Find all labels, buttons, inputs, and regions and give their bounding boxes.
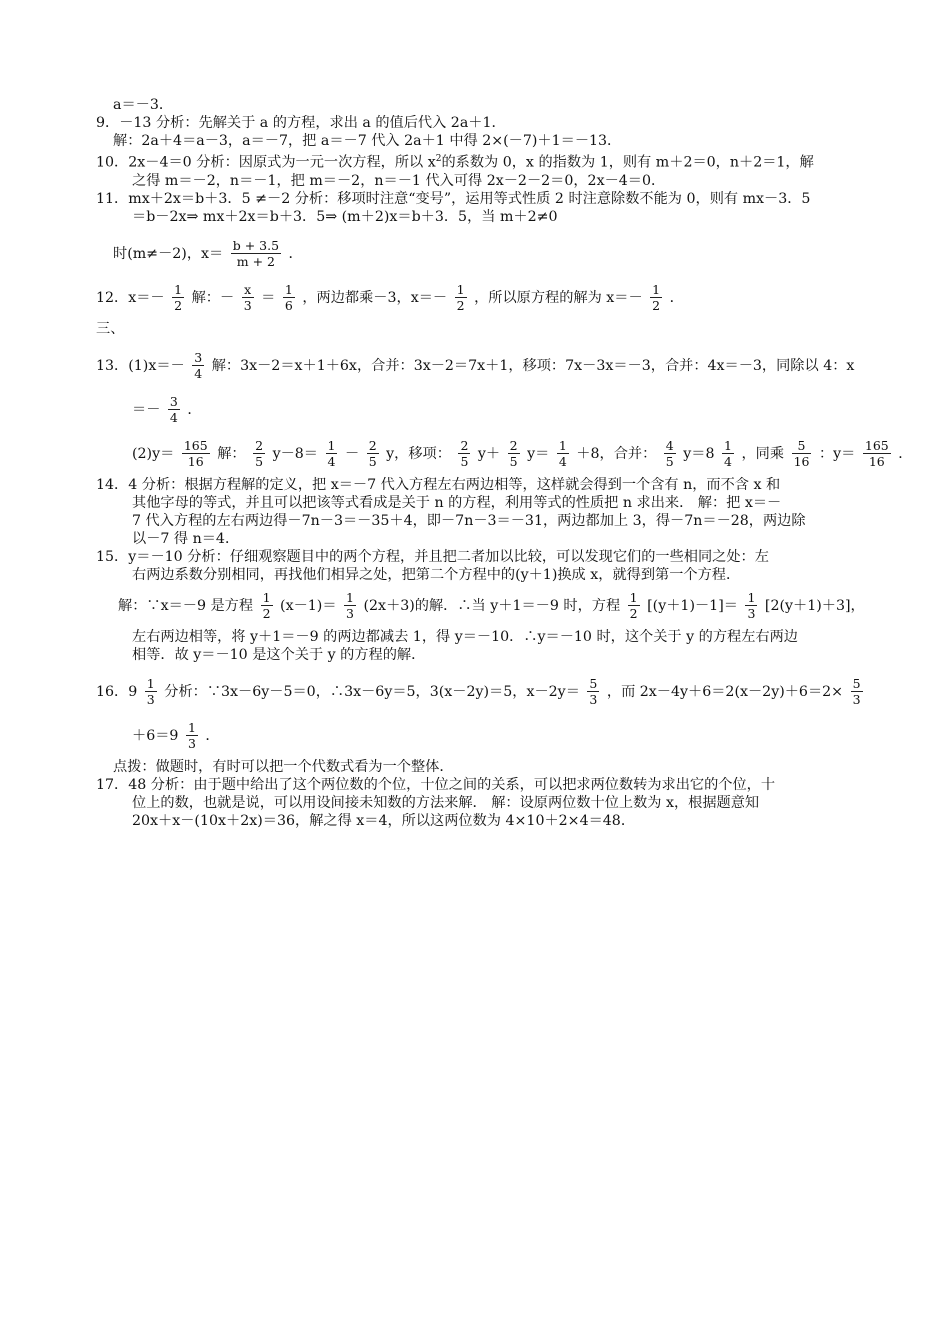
text-line — [96, 232, 866, 276]
line-text: ，同乘 — [741, 445, 785, 462]
denominator: 16 — [793, 454, 810, 470]
denominator: 4 — [194, 366, 203, 382]
line-text: 三、 — [96, 320, 125, 337]
denominator: 3 — [146, 692, 155, 708]
line-text: 9．－13 分析：先解关于 a 的方程，求出 a 的值后代入 2a＋1． — [96, 115, 506, 131]
denominator: 2 — [652, 298, 661, 314]
line-text: － — [344, 445, 360, 462]
fraction — [242, 282, 254, 313]
text-line — [96, 548, 866, 566]
numerator: 2 — [255, 438, 264, 454]
answer-page — [96, 96, 913, 830]
line-text: 17．48 分析：由于题中给出了这个两位数的个位，十位之间的关系，可以把求两位数转为求出它的个位，十 — [96, 776, 776, 793]
text-line — [96, 132, 866, 150]
fraction — [172, 282, 184, 313]
text-line — [96, 476, 866, 494]
numerator: 3 — [169, 394, 178, 410]
numerator: 1 — [652, 282, 661, 298]
text-line — [96, 208, 866, 226]
denominator: 2 — [456, 298, 465, 314]
line-text: 解：2a＋4＝a－3，a＝－7，把 a＝－7 代入 2a＋1 中得 2×(－7)＋1＝－13． — [113, 133, 622, 149]
line-text: ． — [898, 445, 913, 462]
numerator: 1 — [456, 282, 465, 298]
fraction — [628, 590, 640, 621]
fraction — [650, 282, 662, 313]
text-line — [96, 812, 866, 830]
line-text: ＋8，合并： — [576, 445, 657, 462]
superscript: 2 — [435, 154, 442, 164]
text-line — [96, 512, 866, 530]
numerator: 165 — [864, 438, 889, 454]
denominator: 16 — [187, 454, 204, 470]
line-text: 相等．故 y＝－10 是这个关于 y 的方程的解． — [132, 646, 426, 663]
text-line — [96, 794, 866, 812]
fraction — [261, 590, 273, 621]
fraction — [458, 438, 470, 469]
denominator: 4 — [724, 454, 732, 470]
line-text: 20x＋x－(10x＋2x)＝36，解之得 x＝4，所以这两位数为 4×10＋2×4＝48． — [132, 812, 636, 829]
line-text: (2)y＝ — [132, 445, 175, 462]
line-text: 解： — [217, 445, 246, 462]
numerator: 1 — [262, 590, 271, 606]
denominator: 5 — [460, 454, 469, 470]
fraction — [587, 676, 599, 707]
line-text: 解：－ — [191, 289, 235, 306]
denominator: 3 — [187, 736, 196, 752]
fraction — [145, 676, 157, 707]
line-text: y－8＝ — [272, 445, 318, 462]
line-text: 左右两边相等，将 y＋1＝－9 的两边都减去 1，得 y＝－10．∴y＝－10 时，这个关于 y 的方程左右两边 — [132, 628, 798, 645]
text-line — [96, 432, 913, 476]
text-line — [96, 344, 866, 388]
line-text: 的系数为 0，x 的指数为 1，则有 m＋2＝0，n＋2＝1，解 — [441, 154, 814, 171]
section-heading — [96, 320, 866, 338]
text-line — [96, 530, 866, 548]
text-line — [96, 566, 866, 584]
line-text: 点拨：做题时，有时可以把一个代数式看为一个整体． — [113, 758, 454, 775]
line-text: ＝ — [261, 289, 276, 306]
fraction — [182, 438, 210, 469]
numerator: 1 — [629, 590, 638, 606]
line-text: ＝b－2x⇒ mx＋2x＝b＋3．5⇒ (m＋2)x＝b＋3．5，当 m＋2≠0 — [132, 208, 558, 225]
numerator: 1 — [558, 438, 567, 454]
line-text: (2x＋3)的解．∴当 y＋1＝－9 时，方程 — [363, 597, 621, 614]
denominator: 4 — [558, 454, 567, 470]
denominator: 5 — [368, 454, 377, 470]
numerator: 5 — [852, 676, 861, 692]
denominator: 3 — [747, 606, 756, 622]
fraction — [168, 394, 180, 425]
denominator: 4 — [327, 454, 336, 470]
text-line — [96, 388, 866, 432]
line-text: [(y＋1)－1]＝ — [647, 597, 738, 614]
denominator: 2 — [629, 606, 638, 622]
fraction — [664, 438, 676, 469]
numerator: 1 — [284, 282, 293, 298]
line-text: y＝ — [527, 445, 550, 462]
denominator: 6 — [284, 298, 293, 314]
text-line — [96, 114, 866, 132]
denominator: 2 — [174, 298, 183, 314]
line-text: 7 代入方程的左右两边得－7n－3＝－35＋4，即－7n－3＝－31，两边都加上 3，得－7n＝－28，两边除 — [132, 512, 806, 529]
numerator: b + 3.5 — [232, 238, 280, 254]
line-text: 时(m≠－2)，x＝ — [113, 245, 224, 262]
text-line — [96, 150, 866, 172]
text-line — [96, 96, 866, 114]
line-text: ：y＝ — [818, 445, 856, 462]
denominator: 5 — [255, 454, 264, 470]
text-line — [96, 758, 866, 776]
line-text: 其他字母的等式，并且可以把该等式看成是关于 n 的方程，利用等式的性质把 n 求出来． 解：把 x＝－ — [132, 494, 782, 511]
fraction — [283, 282, 295, 313]
numerator: 1 — [174, 282, 183, 298]
line-text: 解：∵x＝－9 是方程 — [118, 597, 254, 614]
fraction — [192, 350, 204, 381]
denominator: 3 — [852, 692, 861, 708]
text-line — [96, 628, 866, 646]
fraction — [557, 438, 569, 469]
text-line — [96, 776, 866, 794]
denominator: 5 — [509, 454, 518, 470]
fraction — [326, 438, 338, 469]
numerator: 1 — [724, 438, 732, 454]
line-text: 12．x＝－ — [96, 289, 165, 306]
text-line — [96, 190, 866, 208]
line-text: 14．4 分析：根据方程解的定义，把 x＝－7 代入方程左右两边相等，这样就会得到一个含有 n，而不含 x 和 — [96, 476, 781, 493]
line-text: ． — [205, 727, 220, 744]
line-text: ． — [187, 401, 202, 418]
line-text: 之得 m＝－2，n＝－1，把 m＝－2，n＝－1 代入可得 2x－2－2＝0，2x－4＝0． — [132, 172, 666, 189]
text-line — [96, 276, 866, 320]
line-text: ＋6＝9 — [132, 727, 179, 744]
denominator: 2 — [262, 606, 271, 622]
text-line — [96, 670, 866, 714]
line-text: [2(y＋1)＋3]， — [764, 597, 865, 614]
line-text: (x－1)＝ — [280, 597, 337, 614]
denominator: m + 2 — [236, 254, 275, 270]
line-text: ，而 2x－4y＋6＝2(x－2y)＋6＝2× — [606, 683, 844, 700]
fraction — [722, 438, 734, 469]
line-text: a＝－3． — [113, 97, 174, 113]
text-line — [96, 646, 866, 664]
denominator: 3 — [589, 692, 598, 708]
denominator: 4 — [169, 410, 178, 426]
numerator: 2 — [368, 438, 377, 454]
denominator: 5 — [665, 454, 674, 470]
line-text: 15．y＝－10 分析：仔细观察题目中的两个方程，并且把二者加以比较，可以发现它们的一些相同之处：左 — [96, 548, 769, 565]
numerator: 1 — [146, 676, 155, 692]
numerator: 1 — [187, 720, 196, 736]
line-text: 解：3x－2＝x＋1＋6x，合并：3x－2＝7x＋1，移项：7x－3x＝－3，合并：4x＝－3，同除以 4：x — [211, 357, 855, 374]
denominator: 16 — [868, 454, 885, 470]
line-text: 13．(1)x＝－ — [96, 357, 185, 374]
fraction — [745, 590, 757, 621]
line-text: 10．2x－4＝0 分析：因原式为一元一次方程，所以 x — [96, 154, 436, 171]
fraction — [863, 438, 891, 469]
line-text: y＋ — [477, 445, 501, 462]
fraction — [367, 438, 379, 469]
fraction — [508, 438, 520, 469]
line-text: ，所以原方程的解为 x＝－ — [474, 289, 643, 306]
numerator: 1 — [747, 590, 756, 606]
line-text: ． — [669, 289, 684, 306]
numerator: 1 — [327, 438, 336, 454]
text-line — [96, 172, 866, 190]
line-text: 16．9 — [96, 683, 138, 700]
line-text: 分析：∵3x－6y－5＝0，∴3x－6y＝5，3(x－2y)＝5，x－2y＝ — [164, 683, 580, 700]
line-text: 位上的数，也就是说，可以用设间接未知数的方法来解． 解：设原两位数十位上数为 x，根据题意知 — [132, 794, 760, 811]
fraction — [851, 676, 863, 707]
line-text: y＝8 — [683, 445, 715, 462]
line-text: y，移项： — [386, 445, 451, 462]
line-text: ，两边都乘－3，x＝－ — [302, 289, 448, 306]
numerator: 3 — [194, 350, 203, 366]
fraction — [455, 282, 467, 313]
fraction — [231, 238, 281, 269]
fraction — [344, 590, 356, 621]
line-text: 右两边系数分别相同，再找他们相异之处，把第二个方程中的(y＋1)换成 x，就得到第一个方程． — [132, 566, 741, 583]
denominator: 3 — [243, 298, 252, 314]
line-text: ． — [288, 245, 303, 262]
line-text: 11．mx＋2x＝b＋3．5 ≠－2 分析：移项时注意“变号”，运用等式性质 2 时注意除数不能为 0，则有 mx－3．5 — [96, 190, 811, 207]
text-line — [96, 714, 866, 758]
line-text: 以－7 得 n＝4． — [132, 530, 240, 547]
numerator: 1 — [346, 590, 354, 606]
numerator: 5 — [589, 676, 598, 692]
numerator: 2 — [460, 438, 469, 454]
numerator: 4 — [665, 438, 674, 454]
fraction — [253, 438, 265, 469]
line-text: ＝－ — [132, 401, 161, 418]
numerator: 5 — [792, 438, 812, 454]
numerator: 2 — [509, 438, 518, 454]
text-line — [96, 494, 866, 512]
fraction — [792, 438, 812, 469]
fraction — [186, 720, 198, 751]
numerator: x — [242, 282, 254, 298]
denominator: 3 — [346, 606, 354, 622]
numerator: 165 — [183, 438, 208, 454]
text-line — [96, 584, 866, 628]
